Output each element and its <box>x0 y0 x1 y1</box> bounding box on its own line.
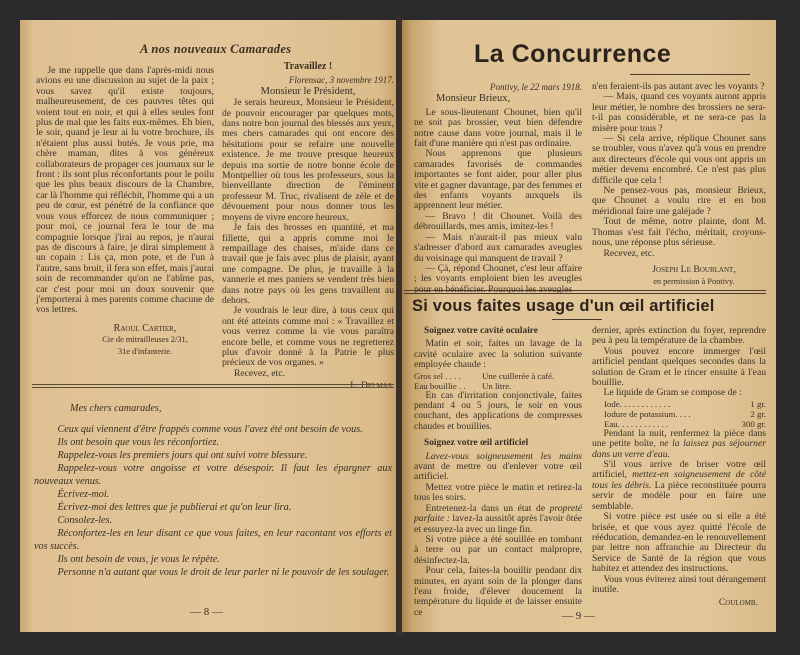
paragraph <box>414 452 582 483</box>
recipe-qty: Une cuillerée à café. <box>482 370 555 381</box>
paragraph: Je serais heureux, Monsieur le Président, de pouvoir encourager par quelques mots, dans notre bon journal des blessés aux yeux, mes chers camarades qui ont encore des hésitations pour se refaire une nouvelle existence. Je me trouve presque heureux depuis ma sortie de notre bonne école de Montpellier où tous les professeurs, sous la bienveillante direction de l'éminent professeur M. Truc, rivalisent de zèle et de dévouement pour nous donner tous les moyens de vivre encore heureux. <box>222 97 394 223</box>
article-title: Si vous faites usage d'un œil artificiel <box>412 297 715 315</box>
emphasis: mettez-en soigneusement de côté tous les débris. <box>592 469 766 491</box>
signature: Coulomb. <box>718 597 758 609</box>
editor-letter <box>34 402 392 579</box>
signature: Raoul Cartier, <box>113 322 177 334</box>
closing: Recevez, etc. <box>603 247 655 259</box>
letter-line: Rappelez-vous votre angoisse et votre désespoir. Il faut les épargner aux nouveaux venus. <box>34 463 392 487</box>
letter-line: Rappelez-vous les premiers jours qui ont suivi votre blessure. <box>57 450 308 461</box>
letter-line: Écrivez-moi des lettres que je publierai et qu'on leur lira. <box>57 502 292 513</box>
paragraph: dernier, après extinction du foyer, reprendre peu à peu la température de la chambre. <box>592 325 766 347</box>
emphasis: ne la laissez pas séjourner dans un verre d'eau. <box>592 438 766 460</box>
signature: L. Delmas. <box>350 380 394 392</box>
eye-article-col2 <box>592 326 766 609</box>
formula-item: Eau. . . . . . . . . . . . <box>604 418 669 429</box>
paragraph <box>414 504 582 535</box>
signature-line: 31e d'infanterie. <box>117 347 173 357</box>
paragraph: Vous pouvez encore immerger l'œil artificiel pendant quelques secondes dans la solution de Gram et le rincer ensuite à l'eau bouillie. <box>592 345 766 389</box>
formula-row <box>604 399 766 409</box>
letter-line: Consolez-les. <box>57 515 113 526</box>
dateline: Florensac, 3 novembre 1917. <box>288 75 394 86</box>
recipe-qty: Un litre. <box>482 380 512 391</box>
recipe-row <box>414 371 582 381</box>
right-page-title: La Concurrence <box>474 40 672 68</box>
dateline: Pontivy, le 22 mars 1918. <box>490 82 582 92</box>
paragraph: Tout de même, notre plainte, dont M. Thomas s'est fait l'écho, méritait, croyons-nous, une réponse plus sérieuse. <box>592 216 766 249</box>
formula-item: Iodure de potassium. . . . <box>604 408 691 419</box>
eye-article-col1 <box>414 326 582 618</box>
paragraph: Matin et soir, faites un lavage de la cavité oculaire avec la solution suivante employée chaude : <box>414 338 582 371</box>
text: lavez-la aussitôt après l'avoir ôtée et essuyez-la avec un linge fin. <box>414 513 582 535</box>
formula-qty: 300 gr. <box>741 418 766 429</box>
title-rule <box>552 319 602 320</box>
text: avant de mettre ou d'enlever votre œil artificiel. <box>414 461 582 483</box>
recipe-item: Gros sel . . . . <box>414 370 461 381</box>
recipe-item: Eau bouillie . . <box>414 380 466 391</box>
concurrence-col1 <box>414 82 582 295</box>
closing: Recevez, etc. <box>234 367 285 379</box>
formula-row <box>604 409 766 419</box>
emphasis: propreté parfaite : <box>414 502 582 525</box>
paragraph: Si votre pièce est usée ou si elle a été brisée, et que vous ayez quitté l'école de rééducation, demandez-en le renouvellement par lettre non affranchie au Directeur du Service de Santé de la région que vous habitez et attendez des instructions. <box>592 511 766 575</box>
formula-qty: 2 gr. <box>750 408 766 419</box>
section-heading: Soignez votre cavité oculaire <box>424 326 538 336</box>
paragraph: Si votre pièce a été souillée en tombant à terre ou par un contact malpropre, désinfectez-la. <box>414 533 582 566</box>
paragraph: — Bravo ! dit Chounet. Voilà des débrouillards, mes amis, imitez-les ! <box>414 210 582 233</box>
paragraph: Je voudrais le leur dire, à tous ceux qui ont été atteints comme moi : « Travaillez et vous verrez comme la vie vous paraîtra encore belle, et comme vous ne regretterez plus d'avoir donné à la Patrie le plus précieux de vos organes. » <box>222 305 394 369</box>
paragraph: — Si cela arrive, réplique Chounet sans se troubler, vous n'avez qu'à vous en prendre aux directeurs d'école qui vous ont appris un métier devenu encombré. Ce n'est pas plus difficile que cela ! <box>592 133 766 186</box>
section-heading: Travaillez ! <box>283 61 333 72</box>
paragraph: Nous apprenons que plusieurs camarades favorisés de commandes importantes se font aider, pour aller plus vite et gagner davantage, par des femmes et des enfants voyants auxquels ils apprennent leur métier. <box>414 148 582 212</box>
left-page-title: A nos nouveaux Camarades <box>140 42 292 56</box>
paragraph: En cas d'irritation conjonctivale, faites pendant 4 ou 5 jours, le soir en vous couchant, des applications de compresses chaudes et bouillies. <box>414 389 582 432</box>
right-page <box>402 20 776 632</box>
paragraph: Je me rappelle que dans l'après-midi nous avions eu une discussion au sujet de la paix ; vous savez qu'il existe toujours, malheureusement, de ces pauvres têtes qui voient tout en noir, et qui à elles seules font plus de mal que les faits eux-mêmes. Eh bien, le soir, quand je leur ai lu votre brochure, ils n'étaient plus aussi butés. Je vous prie, ma chère maman, dites à vos généreux collaborateurs de propager ces journaux sur le front : ils sont plus réconfortants pour le poilu que les plus beaux discours de la Chambre, car là l'homme qui réfléchit, l'homme qui a un peu de cœur, est pénétré de la confiance que vous vous efforcez de nous communiquer ; pour moi, ce journal fera le tour de ma compagnie lorsque j'irai au repos, je n'aurai pas de discours à faire, je dirai simplement à un copain : Lis ça, mon pote, et de l'un à l'autre, sans bruit, il fera son effet, mais j'aurai soin de recommander qu'on ne l'abîme pas, car c'est pour moi un doux souvenir que j'emporterai à mes parents comme chacune de vos lettres. <box>36 65 214 316</box>
paragraph: Pour cela, faites-la bouillir pendant dix minutes, en ayant soin de la plonger dans l'eau froide, d'élever doucement la température du liquide et de laisser ensuite ce <box>414 565 582 618</box>
concurrence-col2 <box>592 82 766 288</box>
formula-item: Iode. . . . . . . . . . . . <box>604 398 671 409</box>
letter-line: Ils ont besoin que vous les réconfortiez. <box>57 437 220 448</box>
signature-sub: en permission à Pontivy. <box>653 277 735 287</box>
divider <box>32 384 394 388</box>
paragraph: Le liquide de Gram se compose de : <box>603 387 742 399</box>
section-heading: Soignez votre œil artificiel <box>424 438 529 449</box>
greeting: Mes chers camarades, <box>70 403 162 414</box>
page-number: — 8 — <box>190 606 223 618</box>
letter-line: Personne n'a autant que vous le droit de leur parler ni le pouvoir de les soulager. <box>57 567 390 578</box>
text: La pièce reconstituée pourra servir de modèle pour en faire une semblable. <box>592 479 766 512</box>
paragraph: Mettez votre pièce le matin et retirez-la tous les soirs. <box>414 481 582 504</box>
paragraph: n'en feraient-ils pas autant avec les voyants ? <box>592 81 765 92</box>
letter-travaillez <box>222 62 394 392</box>
letter-line: Réconfortez-les en leur disant ce que vous faites, en leur racontant vos efforts et vos succès. <box>34 528 392 552</box>
formula-qty: 1 gr. <box>750 398 766 409</box>
letter-cartier <box>36 66 214 358</box>
letter-line: Ceux qui viennent d'être frappés comme vous l'avez été ont besoin de vous. <box>57 424 363 435</box>
salutation: Monsieur le Président, <box>260 85 356 97</box>
text: S'il vous arrive de briser votre œil artificiel, <box>592 459 766 481</box>
paragraph: — Mais n'aurait-il pas mieux valu s'adresser d'abord aux camarades aveugles du voisinage qui manquent de travail ? <box>414 231 582 264</box>
title-rule <box>630 74 750 75</box>
signature: Joseph Le Bourlant, <box>652 263 736 275</box>
page-number: — 9 — <box>562 610 595 622</box>
text: Entretenez-la dans un état de <box>425 502 550 514</box>
signature-line: Cie de mitrailleuses 2/31, <box>102 335 188 345</box>
emphasis: Lavez-vous soigneusement les mains <box>425 450 582 462</box>
divider <box>404 290 766 294</box>
letter-line: Ils ont besoin de vous, je vous le répète. <box>57 554 220 565</box>
paragraph: Vous vous éviterez ainsi tout dérangement inutile. <box>592 573 766 595</box>
paragraph <box>592 460 766 512</box>
left-page <box>20 20 398 632</box>
salutation: Monsieur Brieux, <box>436 93 511 105</box>
paragraph: Le sous-lieutenant Chounet, bien qu'il ne soit pas brossier, veut bien défendre notre cause dans votre journal, mais il le fait d'une manière qui n'est pas ordinaire. <box>414 106 582 150</box>
paragraph <box>592 429 766 460</box>
text: Pendant la nuit, renfermez la pièce dans une petite boîte, <box>592 427 766 450</box>
paragraph: Je fais des brosses en quantité, et ma fillette, qui a appris comme moi le rempaillage des chaises, m'aide dans ce travail que je fais avec plus de plaisir, ayant une compagne. De plus, je travaille à la vannerie et mes paniers se vendent très bien dans notre pays où les gens travaillent au dehors. <box>222 222 394 306</box>
paragraph: — Çà, répond Chounet, c'est leur affaire ; les voyants emploient bien les aveugles pour en bénéficier. Pourquoi les aveugles <box>414 262 582 295</box>
letter-line: Écrivez-moi. <box>57 489 110 500</box>
paragraph: Ne pensez-vous pas, monsieur Brieux, que Chounet a voulu rire et en bon méridional faire une galéjade ? <box>592 185 766 217</box>
paragraph: — Mais, quand ces voyants auront appris leur métier, le nombre des brossiers ne sera-t-il pas considérable, et ne sera-ce pas la misère pour tous ? <box>592 91 766 134</box>
